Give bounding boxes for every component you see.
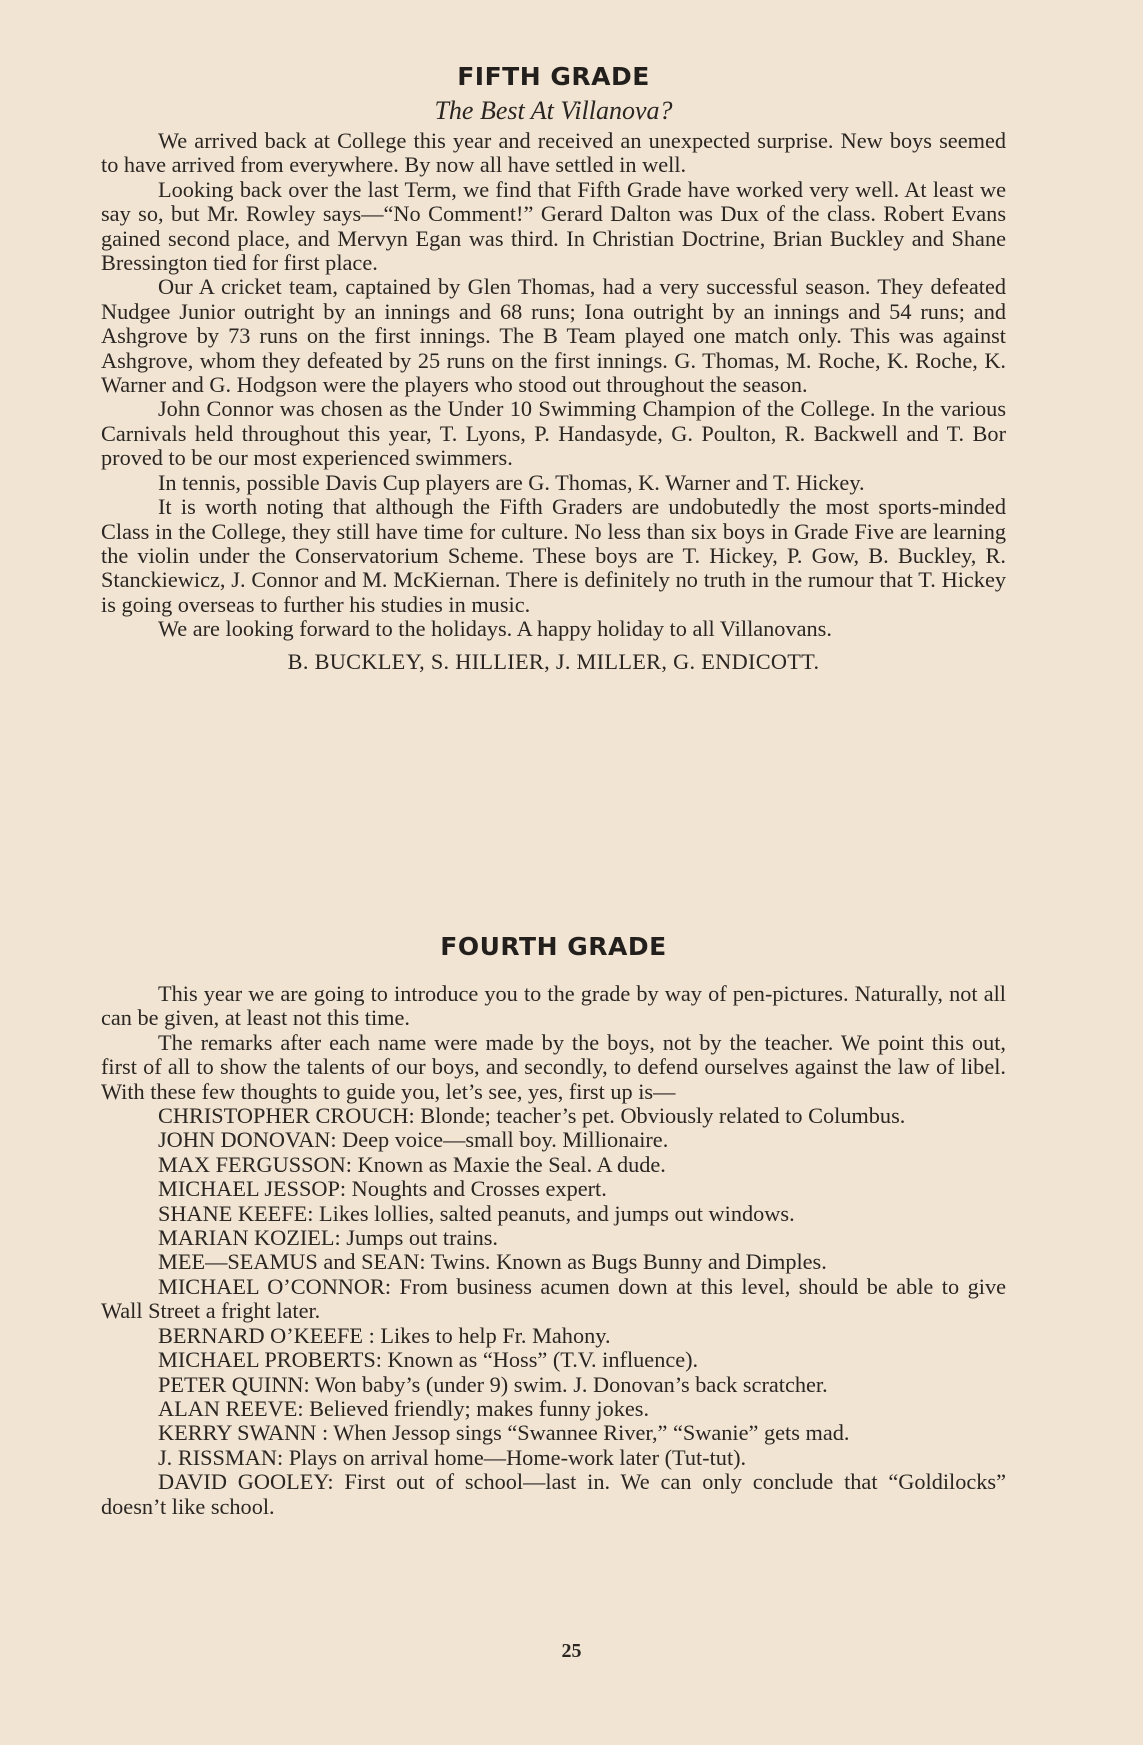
pen-picture: MICHAEL JESSOP: Noughts and Crosses expert.	[158, 1176, 607, 1202]
fifth-paragraph: We arrived back at College this year and received an unexpected surprise. New boys seemed to have arrived from everywhere. By now all have settled in well.	[101, 128, 1006, 178]
pen-picture: MAX FERGUSSON: Known as Maxie the Seal. A dude.	[158, 1151, 666, 1177]
pen-picture: SHANE KEEFE: Likes lollies, salted peanuts, and jumps out windows.	[158, 1200, 795, 1226]
pen-picture: PETER QUINN: Won baby’s (under 9) swim. J. Donovan’s back scratcher.	[158, 1371, 828, 1397]
fifth-grade-subtitle: The Best At Villanova?	[434, 96, 673, 125]
pen-picture: MEE—SEAMUS and SEAN: Twins. Known as Bugs Bunny and Dimples.	[158, 1249, 827, 1275]
fifth-grade-heading: FIFTH GRADE	[457, 62, 650, 91]
pen-picture: CHRISTOPHER CROUCH: Blonde; teacher’s pet. Obviously related to Columbus.	[158, 1103, 906, 1129]
pen-picture: DAVID GOOLEY: First out of school—last in. We can only conclude that “Goldilocks” doesn’t like school.	[101, 1469, 1006, 1519]
fifth-paragraph: John Connor was chosen as the Under 10 Swimming Champion of the College. In the various Carnivals held throughout this year, T. Lyons, P. Handasyde, G. Poulton, R. Backwell and T. Bor proved to be our most experienced swimmers.	[101, 396, 1006, 471]
pen-picture: MICHAEL PROBERTS: Known as “Hoss” (T.V. influence).	[158, 1347, 699, 1373]
pen-picture: MARIAN KOZIEL: Jumps out trains.	[158, 1225, 499, 1251]
pen-picture: ALAN REEVE: Believed friendly; makes funny jokes.	[158, 1395, 650, 1421]
fifth-grade-signature: B. BUCKLEY, S. HILLIER, J. MILLER, G. ENDICOTT.	[287, 648, 820, 674]
pen-picture: MICHAEL O’CONNOR: From business acumen down at this level, should be able to give Wall Street a fright later.	[101, 1273, 1006, 1324]
fourth-grade-section	[101, 932, 1006, 1519]
pen-picture: BERNARD O’KEEFE : Likes to help Fr. Mahony.	[158, 1322, 611, 1348]
pen-picture: JOHN DONOVAN: Deep voice—small boy. Millionaire.	[158, 1127, 669, 1153]
pen-picture: KERRY SWANN : When Jessop sings “Swannee River,” “Swanie” gets mad.	[158, 1420, 850, 1446]
fourth-grade-heading: FOURTH GRADE	[440, 932, 667, 961]
fourth-paragraph: The remarks after each name were made by the boys, not by the teacher. We point this out, first of all to show the talents of our boys, and secondly, to defend ourselves against the law of libel. With these few thoughts to guide you, let’s see, yes, first up is—	[101, 1029, 1006, 1104]
fifth-paragraph: We are looking forward to the holidays. A happy holiday to all Villanovans.	[158, 616, 832, 642]
fourth-paragraph: This year we are going to introduce you to the grade by way of pen-pictures. Naturally, not all can be given, at least not this time.	[101, 981, 1006, 1031]
fifth-grade-section	[101, 62, 1006, 674]
fifth-paragraph: Our A cricket team, captained by Glen Thomas, had a very successful season. They defeated Nudgee Junior outright by an innings and 68 runs; Iona outright by an innings and 54 runs; and Ashgrove by 73 runs on the first innings. The B Team played one match only. This was against Ashgrove, whom they defeated by 25 runs on the first innings. G. Thomas, M. Roche, K. Roche, K. Warner and G. Hodgson were the players who stood out throughout the season.	[101, 274, 1006, 398]
pen-picture: J. RISSMAN: Plays on arrival home—Home-work later (Tut-tut).	[158, 1444, 747, 1470]
fifth-paragraph: Looking back over the last Term, we find that Fifth Grade have worked very well. At least we say so, but Mr. Rowley says—“No Comment!” Gerard Dalton was Dux of the class. Robert Evans gained second place, and Mervyn Egan was third. In Christian Doctrine, Brian Buckley and Shane Bressington tied for first place.	[101, 176, 1006, 276]
page-number: 25	[561, 1640, 582, 1662]
fifth-paragraph: It is worth noting that although the Fifth Graders are undobutedly the most sports-minded Class in the College, they still have time for culture. No less than six boys in Grade Five are learning the violin under the Conservatorium Scheme. These boys are T. Hickey, P. Gow, B. Buckley, R. Stanckiewicz, J. Connor and M. McKiernan. There is definitely no truth in the rumour that T. Hickey is going overseas to further his studies in music.	[101, 494, 1006, 617]
fifth-paragraph: In tennis, possible Davis Cup players are G. Thomas, K. Warner and T. Hickey.	[158, 469, 865, 495]
